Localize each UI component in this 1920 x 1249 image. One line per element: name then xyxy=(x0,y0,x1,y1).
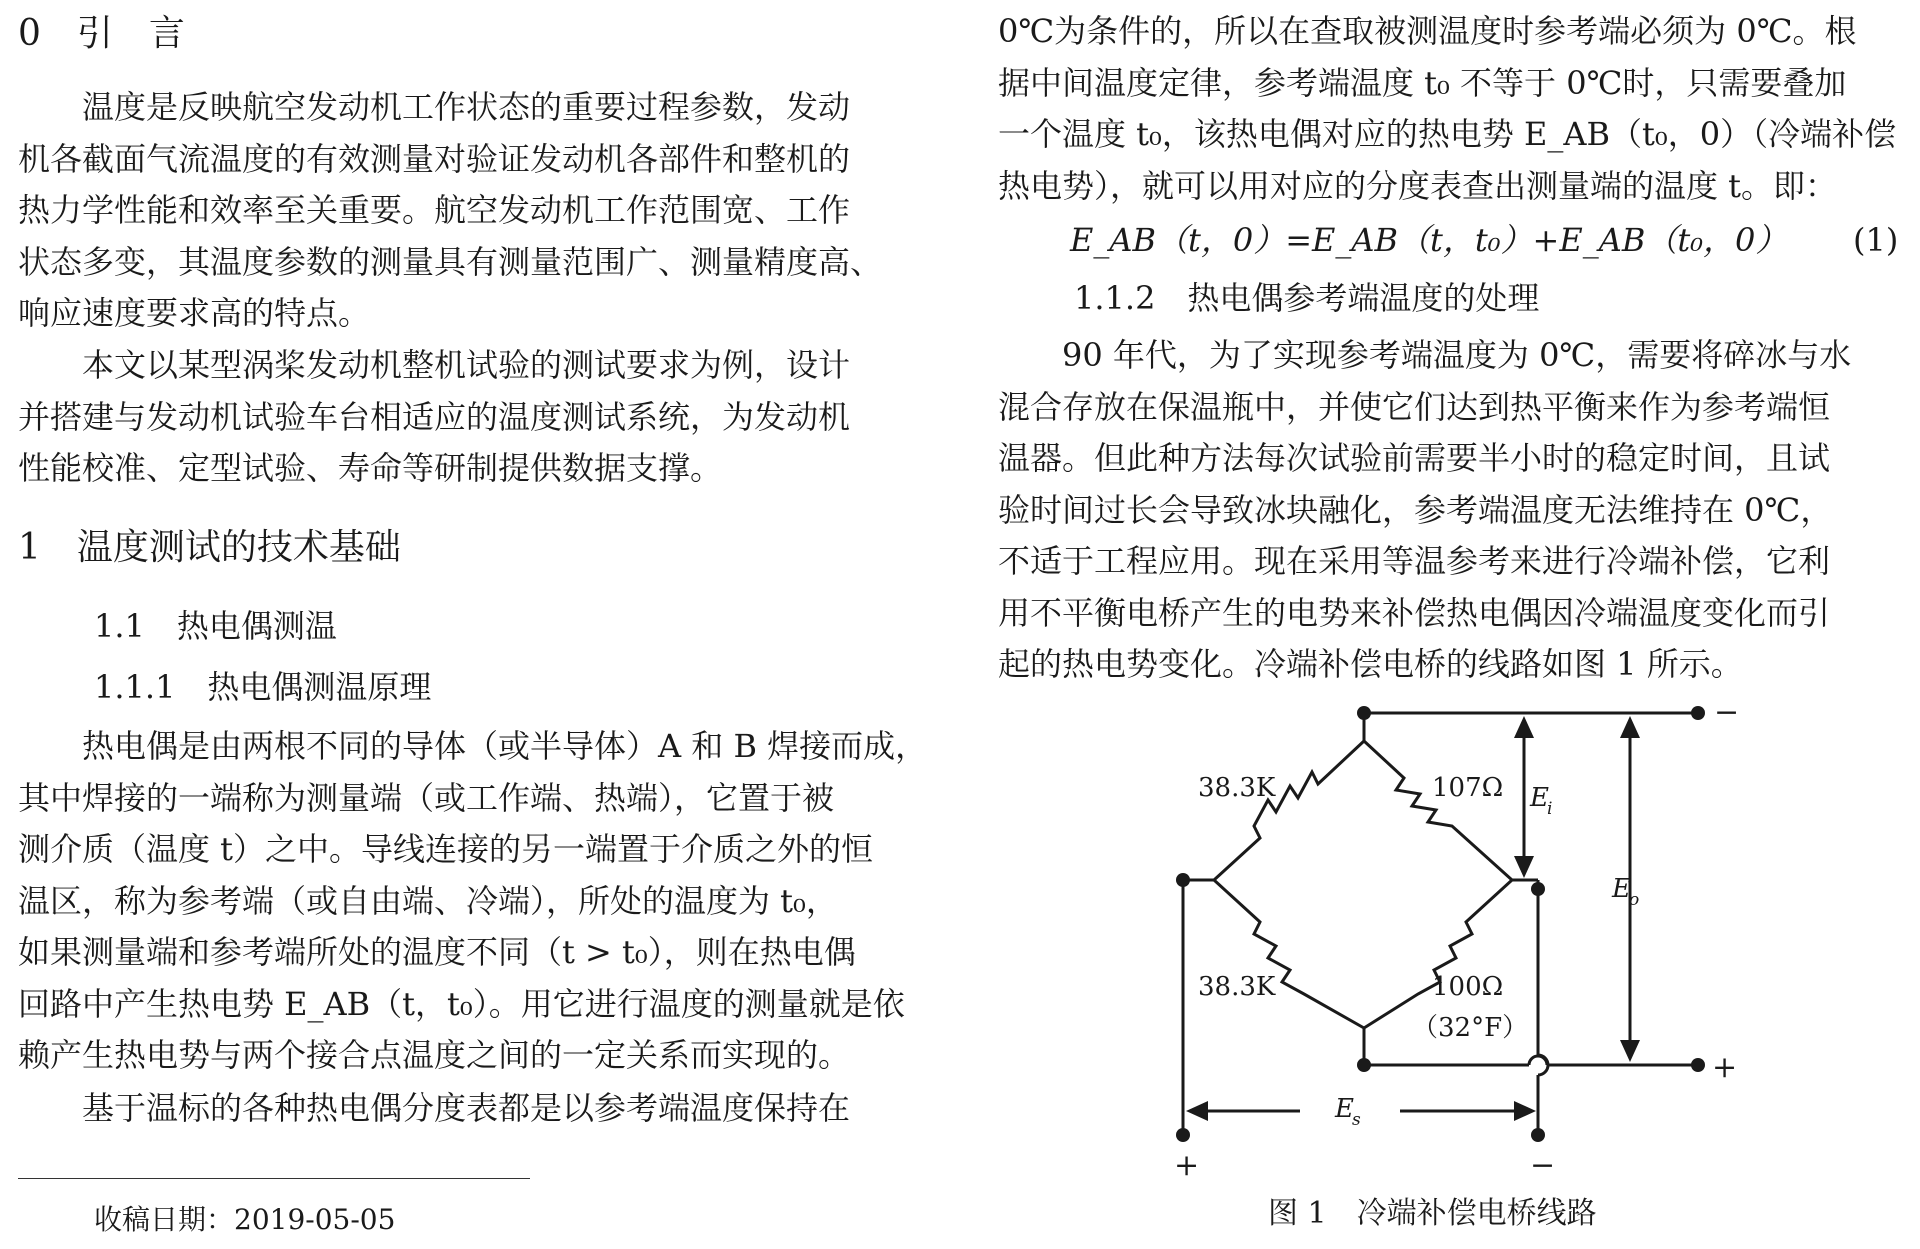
subsection-1-1-title: 1.1 热电偶测温 xyxy=(94,607,337,645)
terminal-top-right-sign: − xyxy=(1714,695,1740,730)
footnote-received-date: 收稿日期：2019-05-05 xyxy=(94,1203,396,1236)
text-line: 温度是反映航空发动机工作状态的重要过程参数，发动 xyxy=(18,88,851,126)
terminal-bottom-left-sign: + xyxy=(1174,1148,1200,1183)
text-line: 90 年代，为了实现参考端温度为 0℃，需要将碎冰与水 xyxy=(998,336,1852,374)
equation-number: (1) xyxy=(1853,221,1899,259)
equation-1: E_AB（t，0）=E_AB（t，t₀）+E_AB（t₀，0） xyxy=(1070,221,1788,259)
text-line: 0℃为条件的，所以在查取被测温度时参考端必须为 0℃。根 xyxy=(998,12,1857,50)
text-line: 据中间温度定律，参考端温度 t₀ 不等于 0℃时，只需要叠加 xyxy=(998,63,1847,102)
text-line: 并搭建与发动机试验车台相适应的温度测试系统，为发动机 xyxy=(18,397,851,436)
figure-caption: 图 1 冷端补偿电桥线路 xyxy=(1268,1196,1597,1231)
text-line: 回路中产生热电势 E_AB（t，t₀）。用它进行温度的测量就是依 xyxy=(18,984,905,1023)
label-eo-subscript: o xyxy=(1629,890,1640,910)
subsection-1-1-2-title: 1.1.2 热电偶参考端温度的处理 xyxy=(1074,279,1540,317)
label-es: E xyxy=(1335,1094,1354,1124)
terminal-bottom-right-sign: − xyxy=(1530,1148,1556,1183)
text-line: 其中焊接的一端称为测量端（或工作端、热端），它置于被 xyxy=(18,778,835,817)
text-line: 机各截面气流温度的有效测量对验证发动机各部件和整机的 xyxy=(18,139,851,178)
resistor-label-bottom-left: 38.3K xyxy=(1198,972,1276,1002)
text-line: 用不平衡电桥产生的电势来补偿热电偶因冷端温度变化而引 xyxy=(998,593,1831,632)
subsection-1-1-1-title: 1.1.1 热电偶测温原理 xyxy=(94,668,432,706)
text-line: 赖产生热电势与两个接合点温度之间的一定关系而实现的。 xyxy=(18,1036,851,1074)
text-line: 基于温标的各种热电偶分度表都是以参考端温度保持在 xyxy=(18,1089,851,1127)
resistor-label-bottom-right: 100Ω xyxy=(1432,972,1504,1002)
label-eo: E xyxy=(1612,874,1631,904)
text-line: 热电势），就可以用对应的分度表查出测量端的温度 t。即： xyxy=(998,166,1838,205)
section-0-title: 0 引 言 xyxy=(18,13,185,54)
text-line: 一个温度 t₀，该热电偶对应的热电势 E_AB（t₀，0）（冷端补偿 xyxy=(998,115,1897,153)
label-ei-subscript: i xyxy=(1547,799,1553,819)
resistor-temp-note: （32°F） xyxy=(1412,1013,1529,1043)
circuit-nodes xyxy=(1176,706,1705,1142)
text-line: 响应速度要求高的特点。 xyxy=(18,294,371,332)
section-1-title: 1 温度测试的技术基础 xyxy=(18,527,401,568)
text-line: 温区，称为参考端（或自由端、冷端），所处的温度为 t₀， xyxy=(18,881,838,920)
text-line: 温器。但此种方法每次试验前需要半小时的稳定时间，且试 xyxy=(998,439,1831,477)
text-line: 热力学性能和效率至关重要。航空发动机工作范围宽、工作 xyxy=(18,191,851,229)
text-line: 性能校准、定型试验、寿命等研制提供数据支撑。 xyxy=(18,449,723,487)
terminal-mid-right-sign: + xyxy=(1712,1050,1738,1085)
text-line: 验时间过长会导致冰块融化，参考端温度无法维持在 0℃， xyxy=(998,490,1833,529)
resistor-label-top-right: 107Ω xyxy=(1432,773,1504,803)
text-line: 起的热电势变化。冷端补偿电桥的线路如图 1 所示。 xyxy=(998,645,1743,683)
text-line: 如果测量端和参考端所处的温度不同（t > t₀），则在热电偶 xyxy=(18,933,856,971)
text-line: 测介质（温度 t）之中。导线连接的另一端置于介质之外的恒 xyxy=(18,830,874,868)
text-line: 热电偶是由两根不同的导体（或半导体）A 和 B 焊接而成， xyxy=(18,727,928,765)
label-ei: E xyxy=(1530,783,1549,813)
label-es-subscript: s xyxy=(1352,1110,1361,1130)
text-line: 本文以某型涡桨发动机整机试验的测试要求为例，设计 xyxy=(18,346,851,384)
text-line: 状态多变，其温度参数的测量具有测量范围广、测量精度高、 xyxy=(18,242,883,281)
text-line: 不适于工程应用。现在采用等温参考来进行冷端补偿，它利 xyxy=(998,542,1831,580)
text-line: 混合存放在保温瓶中，并使它们达到热平衡来作为参考端恒 xyxy=(998,387,1831,426)
resistor-label-top-left: 38.3K xyxy=(1198,773,1276,803)
